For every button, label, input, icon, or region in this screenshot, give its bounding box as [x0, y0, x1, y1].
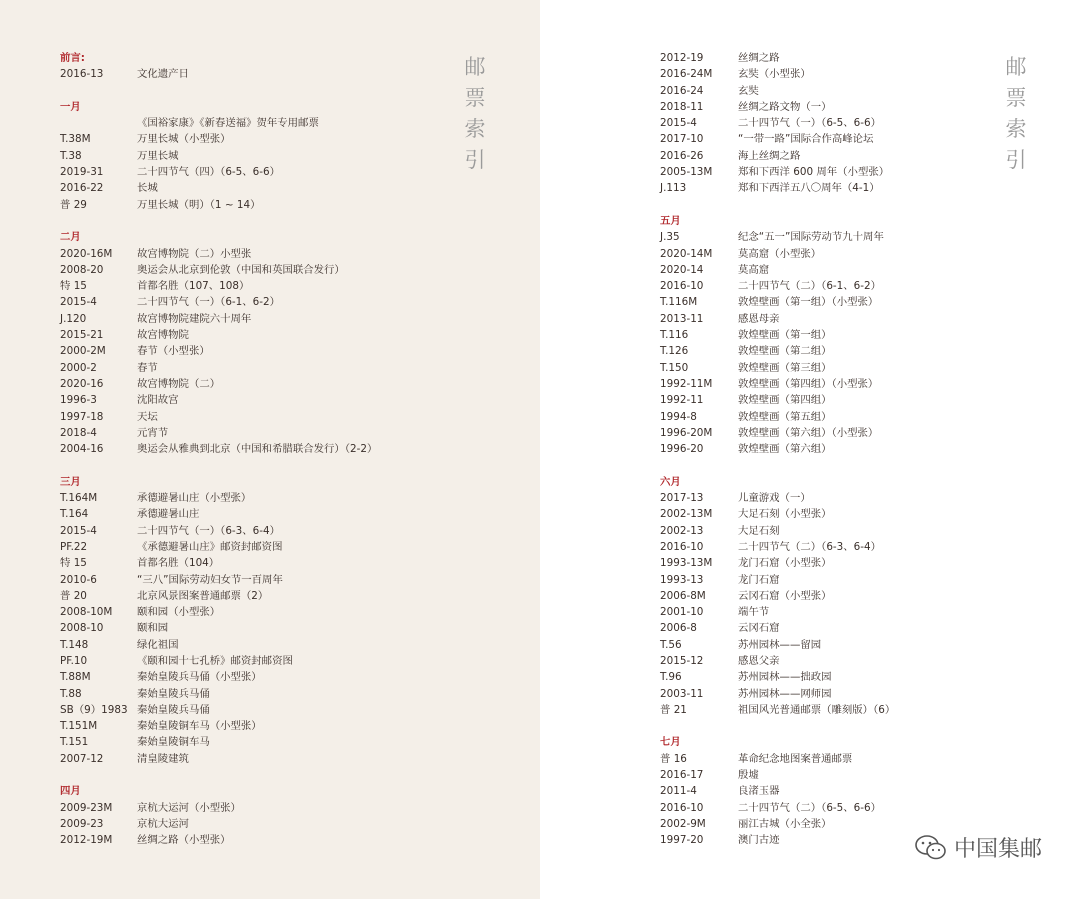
- stamp-name: 二十四节气（二）（6-5、6-6）: [738, 801, 882, 814]
- stamp-name: 二十四节气（一）（6-5、6-6）: [738, 117, 882, 130]
- stamp-name: 北京风景图案普通邮票（2）: [137, 589, 269, 602]
- index-entry: [60, 131, 231, 147]
- index-entry: [660, 360, 832, 376]
- stamp-code: 2006-8M: [660, 589, 706, 602]
- stamp-code: J.113: [660, 182, 687, 195]
- index-entry: [660, 604, 770, 620]
- index-title-char: 引: [464, 148, 486, 172]
- index-entry: [60, 506, 200, 522]
- index-entry: [60, 262, 345, 278]
- stamp-name: 敦煌壁画（第三组）: [738, 361, 832, 374]
- month-heading: 五月: [660, 214, 681, 227]
- index-entry: [60, 392, 179, 408]
- stamp-name: 郑和下西洋五八〇周年（4-1）: [738, 182, 880, 195]
- index-title-char: 引: [1005, 148, 1027, 172]
- section-gap: [60, 213, 85, 229]
- section-gap: [60, 83, 85, 99]
- stamp-code: 2017-13: [660, 492, 704, 505]
- index-entry: [660, 164, 890, 180]
- stamp-name: 良渚玉器: [738, 785, 780, 798]
- stamp-name: 二十四节气（二）（6-1、6-2）: [738, 280, 882, 293]
- stamp-code: 2018-4: [60, 426, 97, 439]
- stamp-name: 丽江古城（小全张）: [738, 817, 832, 830]
- stamp-code: 1994-8: [660, 410, 697, 423]
- stamp-name: 春节: [137, 361, 158, 374]
- index-entry: [660, 376, 879, 392]
- index-entry: [60, 278, 250, 294]
- stamp-code: 2000-2: [60, 361, 97, 374]
- index-entry: [660, 832, 780, 848]
- index-entry: [660, 523, 780, 539]
- stamp-name: 儿童游戏（一）: [738, 492, 811, 505]
- stamp-name: 敦煌壁画（第六组）: [738, 443, 832, 456]
- stamp-code: PF.22: [60, 540, 88, 553]
- stamp-name: 万里长城: [137, 149, 179, 162]
- index-entry: [660, 66, 811, 82]
- stamp-name: 龙门石窟（小型张）: [738, 557, 832, 570]
- stamp-name: 澳门古迹: [738, 834, 780, 847]
- stamp-code: 2015-4: [660, 117, 697, 130]
- stamp-name: 万里长城（小型张）: [137, 133, 231, 146]
- stamp-code: 2017-10: [660, 133, 704, 146]
- stamp-code: T.88: [60, 687, 82, 700]
- stamp-name: 奥运会从北京到伦敦（中国和英国联合发行）: [137, 263, 345, 276]
- index-entry: [660, 816, 832, 832]
- stamp-code: 2008-10M: [60, 606, 113, 619]
- index-entry: [60, 197, 261, 213]
- index-entry: [60, 751, 189, 767]
- index-entry: [60, 832, 231, 848]
- stamp-code: 2016-22: [60, 182, 104, 195]
- stamp-name: 端午节: [738, 606, 770, 619]
- stamp-name: 沈阳故宫: [137, 394, 179, 407]
- index-entry: [660, 637, 822, 653]
- stamp-code: 2015-4: [60, 524, 97, 537]
- stamp-code: 2016-24M: [660, 68, 713, 81]
- stamp-code: 特 15: [60, 280, 87, 293]
- index-entry: [660, 653, 780, 669]
- index-entry: [660, 572, 780, 588]
- month-heading: 前言:: [60, 52, 85, 64]
- stamp-code: 普 29: [60, 198, 87, 211]
- stamp-name: 长城: [137, 182, 158, 195]
- index-entry: [660, 148, 801, 164]
- index-entry: [60, 441, 378, 457]
- stamp-name: 敦煌壁画（第五组）: [738, 410, 832, 423]
- index-entry: [60, 604, 221, 620]
- index-title: [462, 52, 488, 176]
- stamp-code: 2009-23M: [60, 801, 113, 814]
- stamp-name: 敦煌壁画（第一组）: [738, 329, 832, 342]
- stamp-code: 2002-13: [660, 524, 704, 537]
- stamp-code: 普 21: [660, 703, 687, 716]
- index-entry: [60, 718, 262, 734]
- index-entry: [60, 376, 221, 392]
- month-heading: 六月: [660, 475, 681, 488]
- stamp-code: 2005-13M: [660, 166, 713, 179]
- index-entry: [60, 180, 158, 196]
- index-entry: [60, 669, 262, 685]
- stamp-code: T.151M: [60, 720, 98, 733]
- stamp-name: 龙门石窟: [738, 573, 780, 586]
- index-entry: [60, 115, 319, 131]
- index-entry: [660, 343, 832, 359]
- stamp-name: 文化遗产日: [137, 68, 189, 81]
- index-entry: [60, 572, 283, 588]
- stamp-name: 敦煌壁画（第六组）（小型张）: [738, 426, 879, 439]
- stamp-code: T.148: [60, 638, 89, 651]
- stamp-code: T.126: [660, 345, 689, 358]
- stamp-code: 2015-4: [60, 296, 97, 309]
- index-entry: [60, 148, 179, 164]
- stamp-name: 秦始皇陵兵马俑: [137, 703, 210, 716]
- index-entry: [660, 278, 882, 294]
- stamp-code: 1997-18: [60, 410, 104, 423]
- index-entry: [60, 294, 281, 310]
- index-entry: [60, 66, 189, 82]
- section-gap: [60, 457, 85, 473]
- index-entry: [660, 229, 884, 245]
- index-entry: [660, 588, 832, 604]
- stamp-code: 2001-10: [660, 606, 704, 619]
- index-entry: [60, 343, 210, 359]
- stamp-name: 二十四节气（四）（6-5、6-6）: [137, 166, 281, 179]
- month-heading: 一月: [60, 100, 81, 113]
- index-title-char: 邮: [464, 55, 486, 79]
- stamp-name: “一带一路”国际合作高峰论坛: [738, 133, 874, 146]
- stamp-code: 1996-20: [660, 443, 704, 456]
- stamp-name: 清皇陵建筑: [137, 752, 189, 765]
- stamp-name: 秦始皇陵兵马俑（小型张）: [137, 671, 262, 684]
- stamp-name: 感恩母亲: [738, 312, 780, 325]
- index-entry: [60, 246, 252, 262]
- stamp-code: 2011-4: [660, 785, 697, 798]
- stamp-name: 万里长城（明）（1 ~ 14）: [137, 198, 261, 211]
- index-entry: [60, 816, 189, 832]
- stamp-name: 首都名胜（104）: [137, 557, 220, 570]
- stamp-code: T.38M: [60, 133, 91, 146]
- index-entry: [660, 50, 780, 66]
- index-entry: [660, 392, 832, 408]
- stamp-code: 2003-11: [660, 687, 704, 700]
- stamp-name: 革命纪念地图案普通邮票: [738, 752, 853, 765]
- index-entry: [60, 734, 210, 750]
- stamp-code: T.88M: [60, 671, 91, 684]
- stamp-name: 故宫博物院（二）: [137, 377, 221, 390]
- stamp-name: 颐和园: [137, 622, 169, 635]
- index-entry: [60, 686, 210, 702]
- stamp-name: 天坛: [137, 410, 158, 423]
- stamp-name: 秦始皇陵铜车马: [137, 736, 210, 749]
- index-entry: [60, 702, 210, 718]
- stamp-code: 1992-11M: [660, 377, 713, 390]
- stamp-name: 奥运会从雅典到北京（中国和希腊联合发行）（2-2）: [137, 443, 378, 456]
- stamp-code: 2006-8: [660, 622, 697, 635]
- watermark-text: 中国集邮: [953, 837, 1042, 862]
- index-entry: [660, 441, 832, 457]
- index-entry: [660, 686, 832, 702]
- index-entry: [60, 490, 252, 506]
- index-entry: [660, 506, 832, 522]
- stamp-name: 敦煌壁画（第四组）: [738, 394, 832, 407]
- stamp-name: 京杭大运河: [137, 817, 189, 830]
- index-entry: [60, 360, 158, 376]
- index-entry: [660, 490, 811, 506]
- stamp-name: 感恩父亲: [738, 654, 780, 667]
- section-gap: [660, 197, 681, 213]
- index-entry: [660, 115, 882, 131]
- month-heading: 三月: [60, 475, 81, 488]
- index-entry: [60, 311, 252, 327]
- stamp-name: 玄奘（小型张）: [738, 68, 811, 81]
- stamp-index-list-right: [660, 50, 896, 849]
- stamp-name: 苏州园林——拙政园: [738, 671, 832, 684]
- stamp-name: 海上丝绸之路: [738, 149, 801, 162]
- stamp-code: 2020-16: [60, 377, 104, 390]
- index-entry: [660, 800, 882, 816]
- stamp-name: 故宫博物院: [137, 329, 189, 342]
- stamp-code: 2002-13M: [660, 508, 713, 521]
- month-heading: 四月: [60, 785, 81, 798]
- stamp-code: T.116M: [660, 296, 698, 309]
- stamp-name: 丝绸之路（小型张）: [137, 834, 231, 847]
- stamp-name: 丝绸之路文物（一）: [738, 100, 832, 113]
- stamp-code: 2000-2M: [60, 345, 106, 358]
- stamp-code: 2019-31: [60, 166, 104, 179]
- stamp-name: 故宫博物院（二）小型张: [137, 247, 252, 260]
- stamp-code: 2009-23: [60, 817, 104, 830]
- index-entry: [660, 751, 853, 767]
- index-entry: [660, 83, 759, 99]
- stamp-name: 苏州园林——留园: [738, 638, 822, 651]
- stamp-code: T.164M: [60, 492, 98, 505]
- index-entry: [660, 702, 896, 718]
- stamp-code: J.35: [660, 231, 680, 244]
- section-gap: [60, 767, 85, 783]
- stamp-code: PF.10: [60, 654, 88, 667]
- stamp-name: 祖国风光普通邮票（雕刻版）（6）: [738, 703, 896, 716]
- stamp-name: 绿化祖国: [137, 638, 179, 651]
- stamp-name: 大足石刻（小型张）: [738, 508, 832, 521]
- stamp-name: 秦始皇陵兵马俑: [137, 687, 210, 700]
- stamp-name: 《颐和园十七孔桥》邮资封邮资图: [137, 654, 293, 667]
- index-entry: [660, 425, 879, 441]
- stamp-name: 大足石刻: [738, 524, 780, 537]
- stamp-code: 2015-12: [660, 654, 704, 667]
- stamp-name: 玄奘: [738, 84, 759, 97]
- stamp-name: 莫高窟（小型张）: [738, 247, 822, 260]
- index-entry: [60, 523, 281, 539]
- stamp-name: 二十四节气（二）（6-3、6-4）: [738, 540, 882, 553]
- stamp-code: 1996-20M: [660, 426, 713, 439]
- stamp-name: 苏州园林——网师园: [738, 687, 832, 700]
- stamp-name: 承德避暑山庄（小型张）: [137, 492, 252, 505]
- stamp-code: 2007-12: [60, 752, 104, 765]
- stamp-name: 首都名胜（107、108）: [137, 280, 250, 293]
- index-entry: [660, 311, 780, 327]
- stamp-name: 春节（小型张）: [137, 345, 210, 358]
- index-entry: [60, 164, 281, 180]
- index-entry: [60, 588, 269, 604]
- stamp-code: T.150: [660, 361, 689, 374]
- section-gap: [660, 718, 681, 734]
- stamp-code: 普 16: [660, 752, 687, 765]
- stamp-code: 2010-6: [60, 573, 97, 586]
- right-page: [540, 0, 1080, 899]
- index-entry: [60, 637, 179, 653]
- stamp-code: 2018-11: [660, 100, 704, 113]
- index-entry: [660, 409, 832, 425]
- index-entry: [660, 783, 780, 799]
- stamp-code: 特 15: [60, 557, 87, 570]
- index-entry: [660, 620, 780, 636]
- index-entry: [60, 539, 283, 555]
- stamp-name: 莫高窟: [738, 263, 770, 276]
- wechat-icon: [914, 834, 948, 862]
- index-entry: [660, 180, 880, 196]
- stamp-code: T.116: [660, 329, 689, 342]
- watermark: [914, 832, 1042, 863]
- section-gap: [660, 457, 681, 473]
- index-title-char: 索: [464, 117, 486, 141]
- stamp-code: 2020-16M: [60, 247, 113, 260]
- index-entry: [660, 767, 759, 783]
- stamp-code: T.151: [60, 736, 89, 749]
- index-entry: [660, 246, 822, 262]
- index-title-char: 索: [1005, 117, 1027, 141]
- index-entry: [660, 99, 832, 115]
- stamp-code: 2013-11: [660, 312, 704, 325]
- stamp-name: 京杭大运河（小型张）: [137, 801, 241, 814]
- stamp-name: 秦始皇陵铜车马（小型张）: [137, 720, 262, 733]
- stamp-code: 2012-19M: [60, 834, 113, 847]
- stamp-code: 2016-26: [660, 149, 704, 162]
- index-entry: [60, 425, 169, 441]
- stamp-name: 《国裕家康》《新春送福》贺年专用邮票: [137, 117, 319, 130]
- index-entry: [60, 800, 241, 816]
- stamp-code: 2020-14M: [660, 247, 713, 260]
- index-title: [1003, 52, 1029, 176]
- index-entry: [60, 620, 169, 636]
- stamp-name: 丝绸之路: [738, 52, 780, 64]
- stamp-name: 敦煌壁画（第一组）（小型张）: [738, 296, 879, 309]
- stamp-code: 1992-11: [660, 394, 704, 407]
- stamp-code: T.56: [660, 638, 682, 651]
- stamp-index-list-left: [60, 50, 378, 849]
- month-heading: 七月: [660, 736, 681, 749]
- stamp-code: 2008-10: [60, 622, 104, 635]
- stamp-code: SB（9）1983: [60, 703, 128, 716]
- index-entry: [60, 555, 220, 571]
- stamp-name: 纪念“五一”国际劳动节九十周年: [738, 231, 884, 244]
- stamp-name: 敦煌壁画（第二组）: [738, 345, 832, 358]
- stamp-code: 2015-21: [60, 329, 104, 342]
- stamp-code: 2016-24: [660, 84, 704, 97]
- stamp-name: 承德避暑山庄: [137, 508, 200, 521]
- stamp-code: 2016-13: [60, 68, 104, 81]
- stamp-name: 敦煌壁画（第四组）（小型张）: [738, 377, 879, 390]
- stamp-code: 2016-17: [660, 769, 704, 782]
- stamp-code: 1996-3: [60, 394, 97, 407]
- stamp-code: 1993-13M: [660, 557, 713, 570]
- stamp-code: J.120: [60, 312, 87, 325]
- stamp-code: T.38: [60, 149, 82, 162]
- index-title-char: 邮: [1005, 55, 1027, 79]
- stamp-code: T.96: [660, 671, 682, 684]
- stamp-code: 2016-10: [660, 280, 704, 293]
- stamp-name: 故宫博物院建院六十周年: [137, 312, 252, 325]
- stamp-name: 元宵节: [137, 426, 169, 439]
- stamp-code: 1993-13: [660, 573, 704, 586]
- index-entry: [660, 131, 874, 147]
- index-title-char: 票: [1005, 86, 1027, 110]
- stamp-code: T.164: [60, 508, 89, 521]
- index-entry: [60, 653, 293, 669]
- stamp-code: 2002-9M: [660, 817, 706, 830]
- index-entry: [660, 327, 832, 343]
- index-title-char: 票: [464, 86, 486, 110]
- stamp-code: 2020-14: [660, 263, 704, 276]
- stamp-code: 1997-20: [660, 834, 704, 847]
- stamp-name: 云冈石窟（小型张）: [738, 589, 832, 602]
- stamp-name: 《承德避暑山庄》邮资封邮资图: [137, 540, 283, 553]
- index-entry: [60, 409, 158, 425]
- index-entry: [660, 555, 832, 571]
- stamp-code: 2004-16: [60, 443, 104, 456]
- index-entry: [660, 294, 879, 310]
- stamp-name: 殷墟: [738, 769, 759, 782]
- stamp-code: 普 20: [60, 589, 87, 602]
- stamp-name: 云冈石窟: [738, 622, 780, 635]
- index-entry: [660, 539, 882, 555]
- index-entry: [660, 669, 832, 685]
- stamp-name: 二十四节气（一）（6-3、6-4）: [137, 524, 281, 537]
- stamp-code: 2016-10: [660, 540, 704, 553]
- index-entry: [60, 327, 189, 343]
- stamp-name: 郑和下西洋 600 周年（小型张）: [738, 166, 890, 179]
- month-heading: 二月: [60, 231, 81, 244]
- stamp-name: 颐和园（小型张）: [137, 606, 221, 619]
- stamp-code: 2008-20: [60, 263, 104, 276]
- stamp-name: “三八”国际劳动妇女节一百周年: [137, 573, 283, 586]
- stamp-code: 2016-10: [660, 801, 704, 814]
- stamp-code: 2012-19: [660, 52, 704, 64]
- index-entry: [660, 262, 770, 278]
- stamp-name: 二十四节气（一）（6-1、6-2）: [137, 296, 281, 309]
